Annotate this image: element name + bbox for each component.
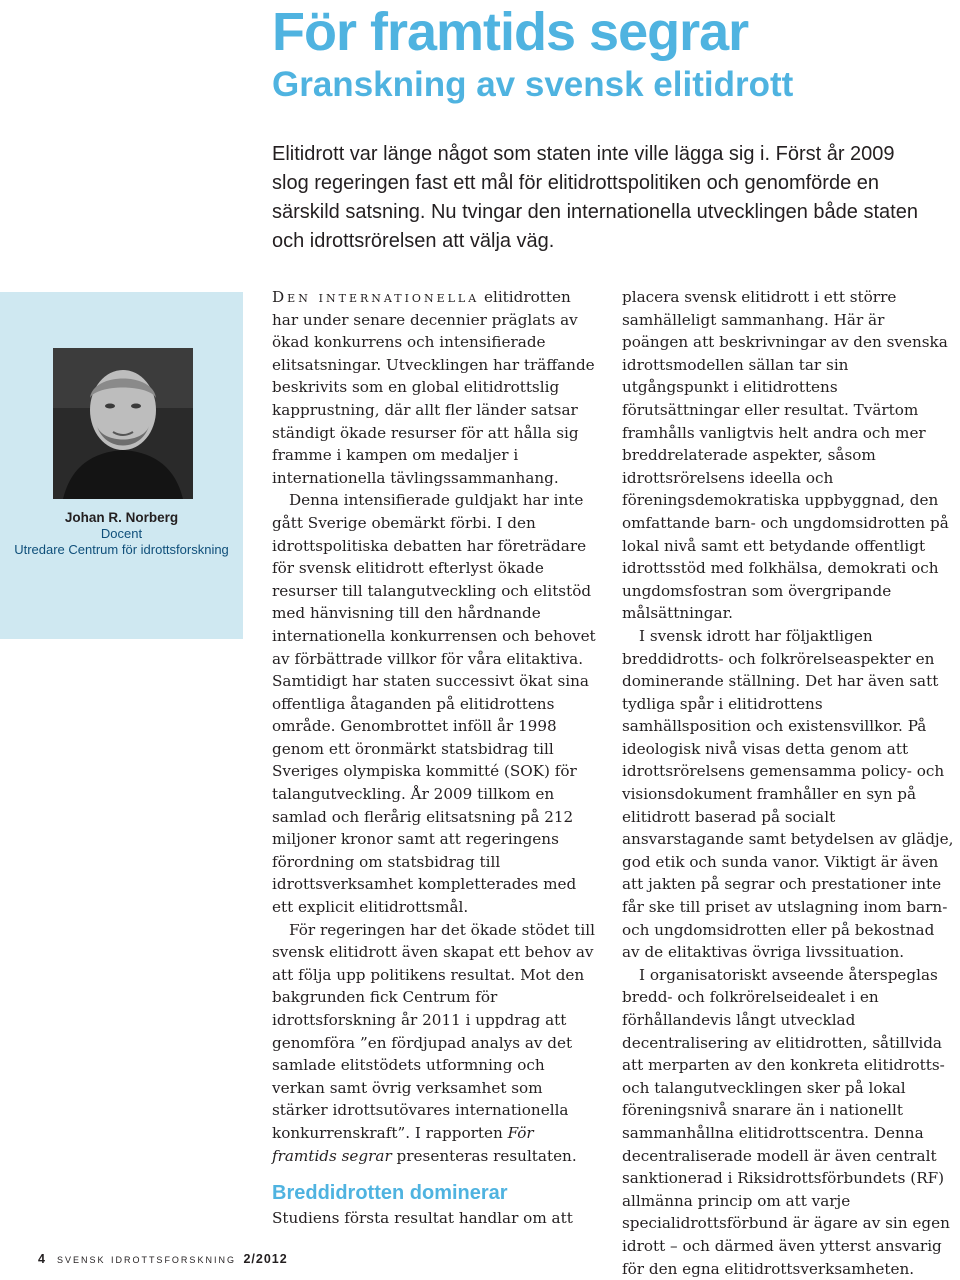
- author-portrait-image: [53, 348, 193, 499]
- publication-name: svensk idrottsforskning: [56, 1252, 236, 1266]
- author-name: Johan R. Norberg: [64, 510, 179, 525]
- article-title: För framtids segrar: [272, 2, 749, 62]
- author-photo: [53, 348, 193, 499]
- body-paragraph: I svensk idrott har följaktligen breddidrotts- och folkrörelseaspekter en dominerande ställning. Det har även satt tydliga spår i elitidrottens samhällsposition och existensvillkor. På ideologisk nivå visas detta genom att idrottsrörelsens gemensamma policy- och visionsdokument framhåller en syn på elitidrott baserad på socialt ansvarstagande samt betydelsen av glädje, god etik och sunda vanor. Viktigt är även att jakten på segrar och prestationer inte får ske till priset av utslagning inom barn- och ungdomsidrotten eller på bekostnad av de elitaktivas övriga livssituation.: [622, 626, 954, 962]
- body-text: presenteras resultaten.: [391, 1146, 577, 1165]
- lead-paragraph: Elitidrott var länge något som staten inte ville lägga sig i. Först år 2009 slog regeringen fast ett mål för elitidrottspolitiken och genomförde en särskild satsning. Nu tvingar den internationella utvecklingen både staten och idrottsrörelsen att välja väg.: [272, 143, 918, 252]
- author-role: Docent: [100, 526, 143, 541]
- body-paragraph: [272, 919, 597, 1168]
- author-caption: [0, 510, 243, 558]
- body-paragraph: Studiens första resultat handlar om att: [272, 1209, 573, 1228]
- report-title: För framtids segrar: [272, 1123, 534, 1165]
- body-text: elitidrotten har under senare decennier präglats av ökad konkurrens och intensifierade elitsatsningar. Utvecklingen har träffande beskrivits som en global elitidrottslig kapprustning, där allt fler länder satsar ständigt ökade resurser för att hålla sig framme i kampen om medaljer i internationella tävlingssammanhang.: [272, 288, 595, 487]
- body-paragraph: I organisatoriskt avseende återspeglas bredd- och folkrörelseidealet i en förhållandevis långt utvecklad decentralisering av elitidrotten, såtillvida att merparten av den konkreta elitidrotts- och talangutvecklingen sker på lokal föreningsnivå snarare än i nationellt sammanhållna elitidrottscentra. Denna decentraliserade modell är även centralt sanktionerad i Riksidrottsförbundets (RF) allmänna princip om att varje specialidrottsförbund är ägare av sin egen idrott – och därmed även ytterst ansvarig för den egna elitidrottsverksamheten.: [622, 965, 950, 1278]
- body-paragraph: [272, 286, 597, 489]
- section-heading: Breddidrotten dominerar: [272, 1182, 508, 1205]
- article-subtitle: Granskning av svensk elitidrott: [272, 65, 794, 104]
- article-column-2: [622, 286, 954, 1280]
- body-text: För regeringen har det ökade stödet till svensk elitidrott även skapat ett behov av att följa upp politikens resultat. Mot den bakgrunden fick Centrum för idrottsforskning år 2011 i uppdrag att genomföra ”en fördjupad analys av det samlade elitstödets utformning och verkan samt övrig verksamhet som stärker idrottsutövares internationella konkurrenskraft”. I rapporten: [272, 920, 595, 1142]
- dropcap-lead: Den internationella: [272, 288, 480, 306]
- body-paragraph: Denna intensifierade guldjakt har inte gått Sverige obemärkt förbi. I den idrottspolitiska debatten har företrädare för svensk elitidrott efterlyst ökade resurser till talangutveckling och elitstöd med hänvisning till den hårdnande internationella konkurrensen och behovet av förbättrade villkor för våra elitaktiva. Samtidigt har staten successivt ökat sina offentliga åtaganden på elitidrottens område. Genombrottet inföll år 1998 genom ett öronmärkt statsbidrag till Sveriges olympiska kommitté (SOK) för talangutveckling. År 2009 tillkom en samlad och flerårig elitsatsning på 212 miljoner kronor samt att regeringens förordning om statsbidrag till idrottsverksamhet kompletterades med ett explicit elitidrottsmål.: [272, 491, 596, 917]
- article-column-1: [272, 286, 597, 1230]
- author-affiliation: Utredare Centrum för idrottsforskning: [14, 542, 229, 557]
- body-paragraph: placera svensk elitidrott i ett större samhälleligt sammanhang. Här är poängen att beskrivningar av den svenska idrottsmodellen sällan tar sin utgångspunkt i elitidrottens förutsättningar eller resultat. Tvärtom framhålls vanligtvis helt andra och mer breddrelaterade aspekter, såsom idrottsrörelsens ideella och föreningsdemokratiska uppbyggnad, den omfattande barn- och ungdomsidrotten på lokal nivå samt ett betydande offentligt idrottsstöd med folkhälsa, demokrati och ungdomsfostran som övergripande målsättningar.: [622, 288, 949, 623]
- page-footer: [38, 1252, 288, 1266]
- issue-number: 2/2012: [243, 1252, 288, 1266]
- page-number: 4: [38, 1252, 45, 1266]
- author-sidebar: [0, 292, 243, 639]
